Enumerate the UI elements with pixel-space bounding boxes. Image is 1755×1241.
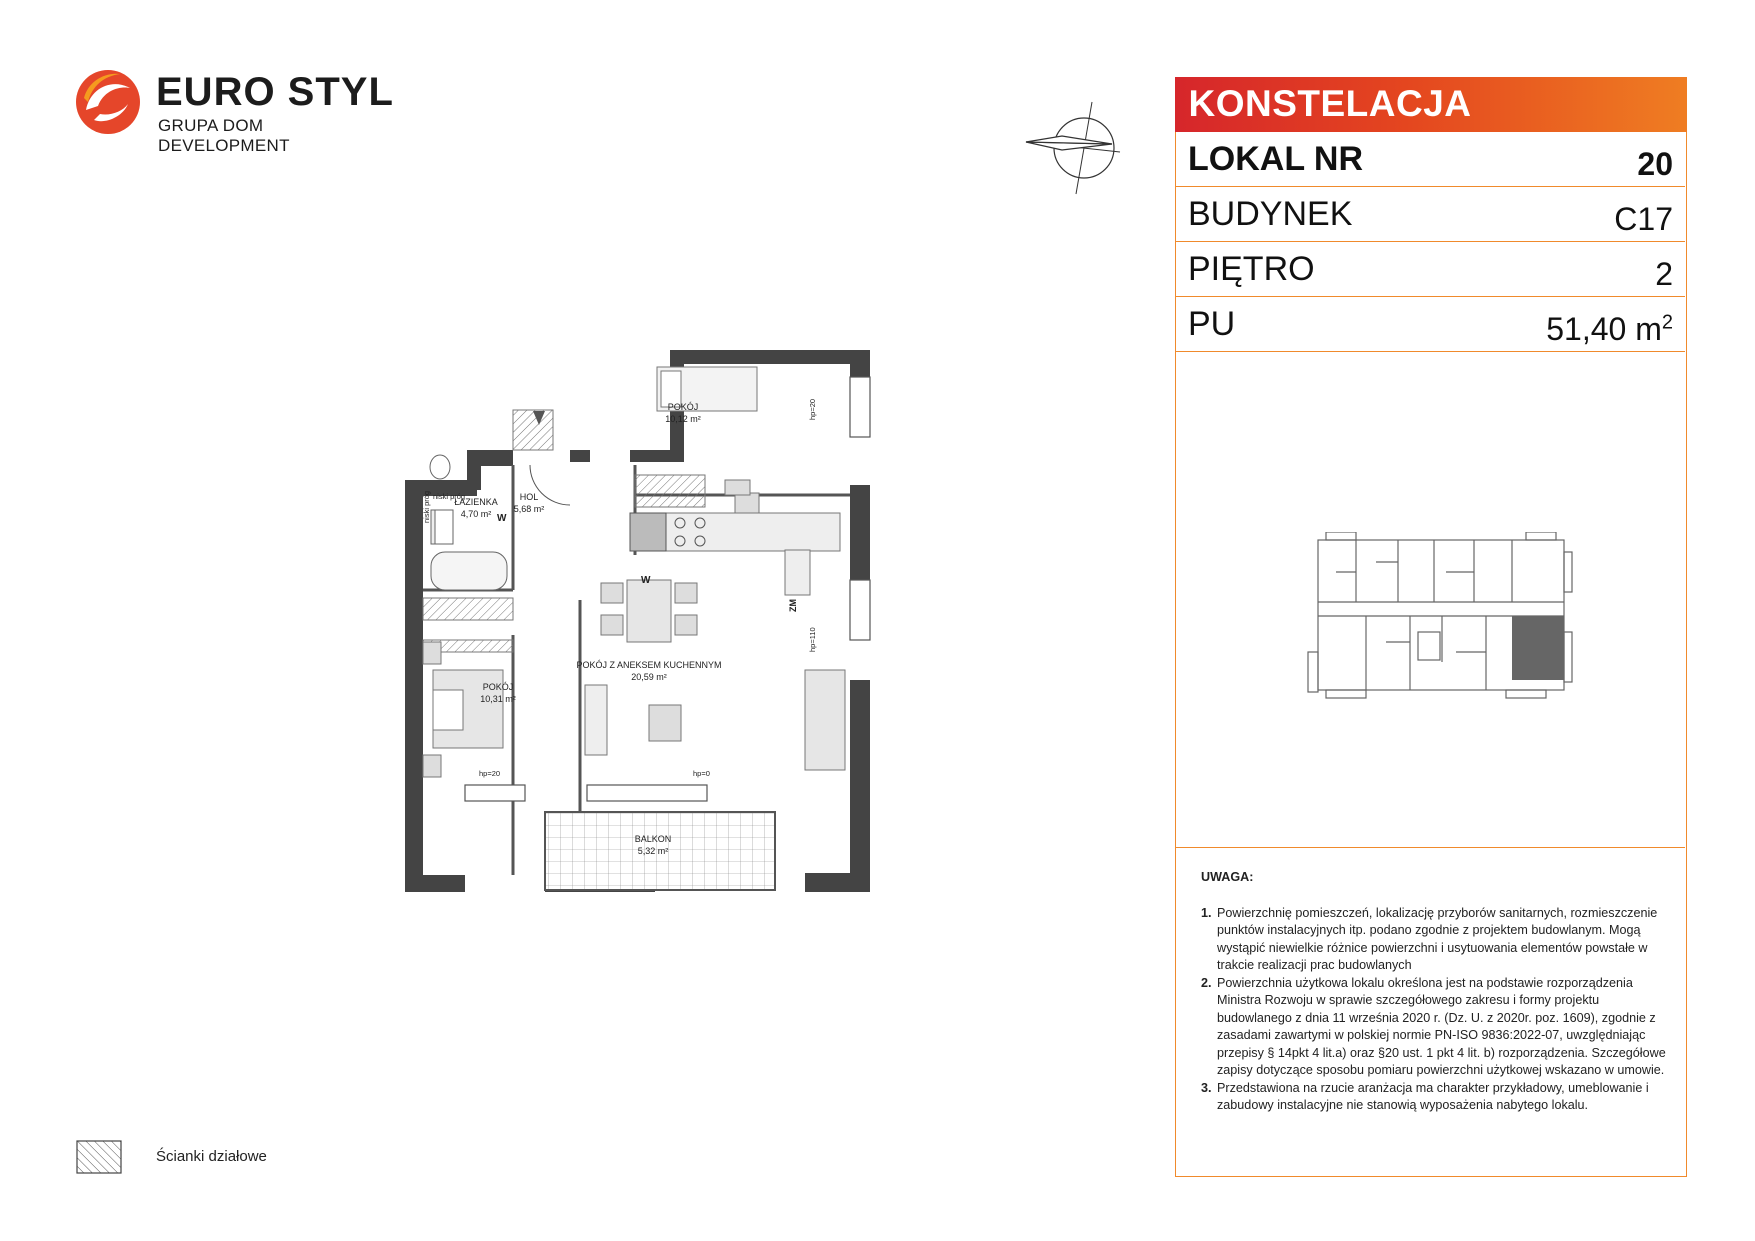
building-label: BUDYNEK: [1188, 195, 1353, 233]
legend-label: Ścianki działowe: [156, 1148, 267, 1165]
hp0-label: hp=0: [693, 769, 710, 778]
project-header: [1175, 77, 1687, 132]
building-key-plan: [1306, 532, 1576, 707]
room-area: 5,68 m²: [513, 504, 545, 514]
building-value: C17: [1614, 201, 1673, 237]
note-item: 1. Powierzchnię pomieszczeń, lokalizację przyborów sanitarnych, rozmieszczenie punktów instalacyjnych itp. podano zgodnie z projektem budowlanym. Mogą wystąpić niewielkie różnice powierzchni i usytuowania elementów powstałe w trakcie realizacji prac budowlanych: [1201, 905, 1658, 972]
apartment-info-card: [1175, 77, 1687, 1177]
notes-section: [1201, 869, 1671, 1115]
floor-row: [1176, 242, 1685, 297]
note-item: 3. Przedstawiona na rzucie aranżacja ma charakter przykładowy, umeblowanie i zabudowy instalacyjne nie stanowią wyposażenia nabytego lokalu.: [1201, 1080, 1649, 1112]
area-label: PU: [1188, 305, 1236, 343]
area-row: [1176, 297, 1685, 352]
floor-label: PIĘTRO: [1188, 250, 1315, 288]
unit-number-value: 20: [1637, 146, 1673, 182]
room-area: 4,70 m²: [460, 509, 492, 519]
room-name: POKÓJ Z ANEKSEM KUCHENNYM: [576, 660, 722, 670]
north-arrow-icon: [1022, 100, 1142, 200]
unit-number-row: [1176, 132, 1685, 187]
note-item: 2. Powierzchnia użytkowa lokalu określona jest na podstawie rozporządzenia Ministra Rozwoju w sprawie szczegółowego zakresu i formy projektu budowlanego z dnia 11 września 2020 r. (Dz. U. z 2020r. poz. 1609), zgodnie z zasadami zawartymi w polskiej normie PN-ISO 9836:2022-07, uwzględniając przepisy § 14pkt 4 lit.a) oraz §20 ust. 1 pkt 4 lit. b) rozporządzenia. Szczegółowe zapisy dotyczące sposobu pomiaru powierzchni użytkowej wskazano w umowie.: [1201, 975, 1666, 1077]
room-area: 5,32 m²: [637, 846, 669, 856]
building-row: [1176, 187, 1685, 242]
brand-subtitle: GRUPA DOM DEVELOPMENT: [158, 116, 290, 155]
room-name: ŁAZIENKA: [454, 497, 498, 507]
key-plan-section: [1176, 352, 1685, 848]
hp20-label: hp=20: [479, 769, 501, 778]
euro-styl-logo-icon: [74, 68, 142, 136]
room-area: 10,12 m²: [665, 414, 701, 424]
partition-walls-legend-icon: [76, 1140, 122, 1174]
room-name: BALKON: [634, 834, 672, 844]
zm-label: ZM: [788, 599, 798, 612]
room-name: HOL: [519, 492, 539, 502]
project-name: KONSTELACJA: [1188, 83, 1472, 124]
note-text: Przedstawiona na rzucie aranżacja ma charakter przykładowy, umeblowanie i zabudowy instalacyjne nie stanowią wyposażenia nabytego lokalu.: [1217, 1080, 1649, 1112]
floor-value: 2: [1655, 256, 1673, 292]
room-area: 10,31 m²: [480, 694, 516, 704]
floor-plan: [405, 345, 875, 1005]
hp110-label: hp=110: [808, 627, 817, 652]
room-name: POKÓJ: [667, 402, 699, 412]
company-logo: [74, 68, 394, 155]
water-label-2: W: [641, 575, 651, 586]
area-value: 51,40 $m^2$: [1546, 311, 1673, 347]
water-label: W: [497, 513, 507, 524]
brand-name: EURO STYL: [156, 70, 394, 114]
hp20-label-2: hp=20: [808, 398, 817, 420]
notes-title: UWAGA:: [1201, 870, 1254, 884]
note-text: Powierzchnia użytkowa lokalu określona jest na podstawie rozporządzenia Ministra Rozwoju w sprawie szczegółowego zakresu i formy projektu budowlanego z dnia 11 września 2020 r. (Dz. U. z 2020r. poz. 1609), zgodnie z zasadami zawartymi w polskiej normie PN-ISO 9836:2022-07, uwzględniając przepisy § 14pkt 4 lit.a) oraz §20 ust. 1 pkt 4 lit. b) rozporządzenia. Szczegółowe zapisy dotyczące sposobu pomiaru powierzchni użytkowej wskazano w umowie.: [1217, 975, 1666, 1077]
note-text: Powierzchnię pomieszczeń, lokalizację przyborów sanitarnych, rozmieszczenie punktów instalacyjnych itp. podano zgodnie z projektem budowlanym. Mogą wystąpić niewielkie różnice powierzchni i usytuowania elementów powstałe w trakcie realizacji prac budowlanych: [1217, 905, 1658, 972]
threshold-label-2: niski próg: [422, 490, 431, 523]
room-area: 20,59 m²: [631, 672, 667, 682]
unit-number-label: LOKAL NR: [1188, 140, 1364, 178]
room-name: POKÓJ: [482, 682, 514, 692]
threshold-label: niski próg: [433, 492, 466, 501]
